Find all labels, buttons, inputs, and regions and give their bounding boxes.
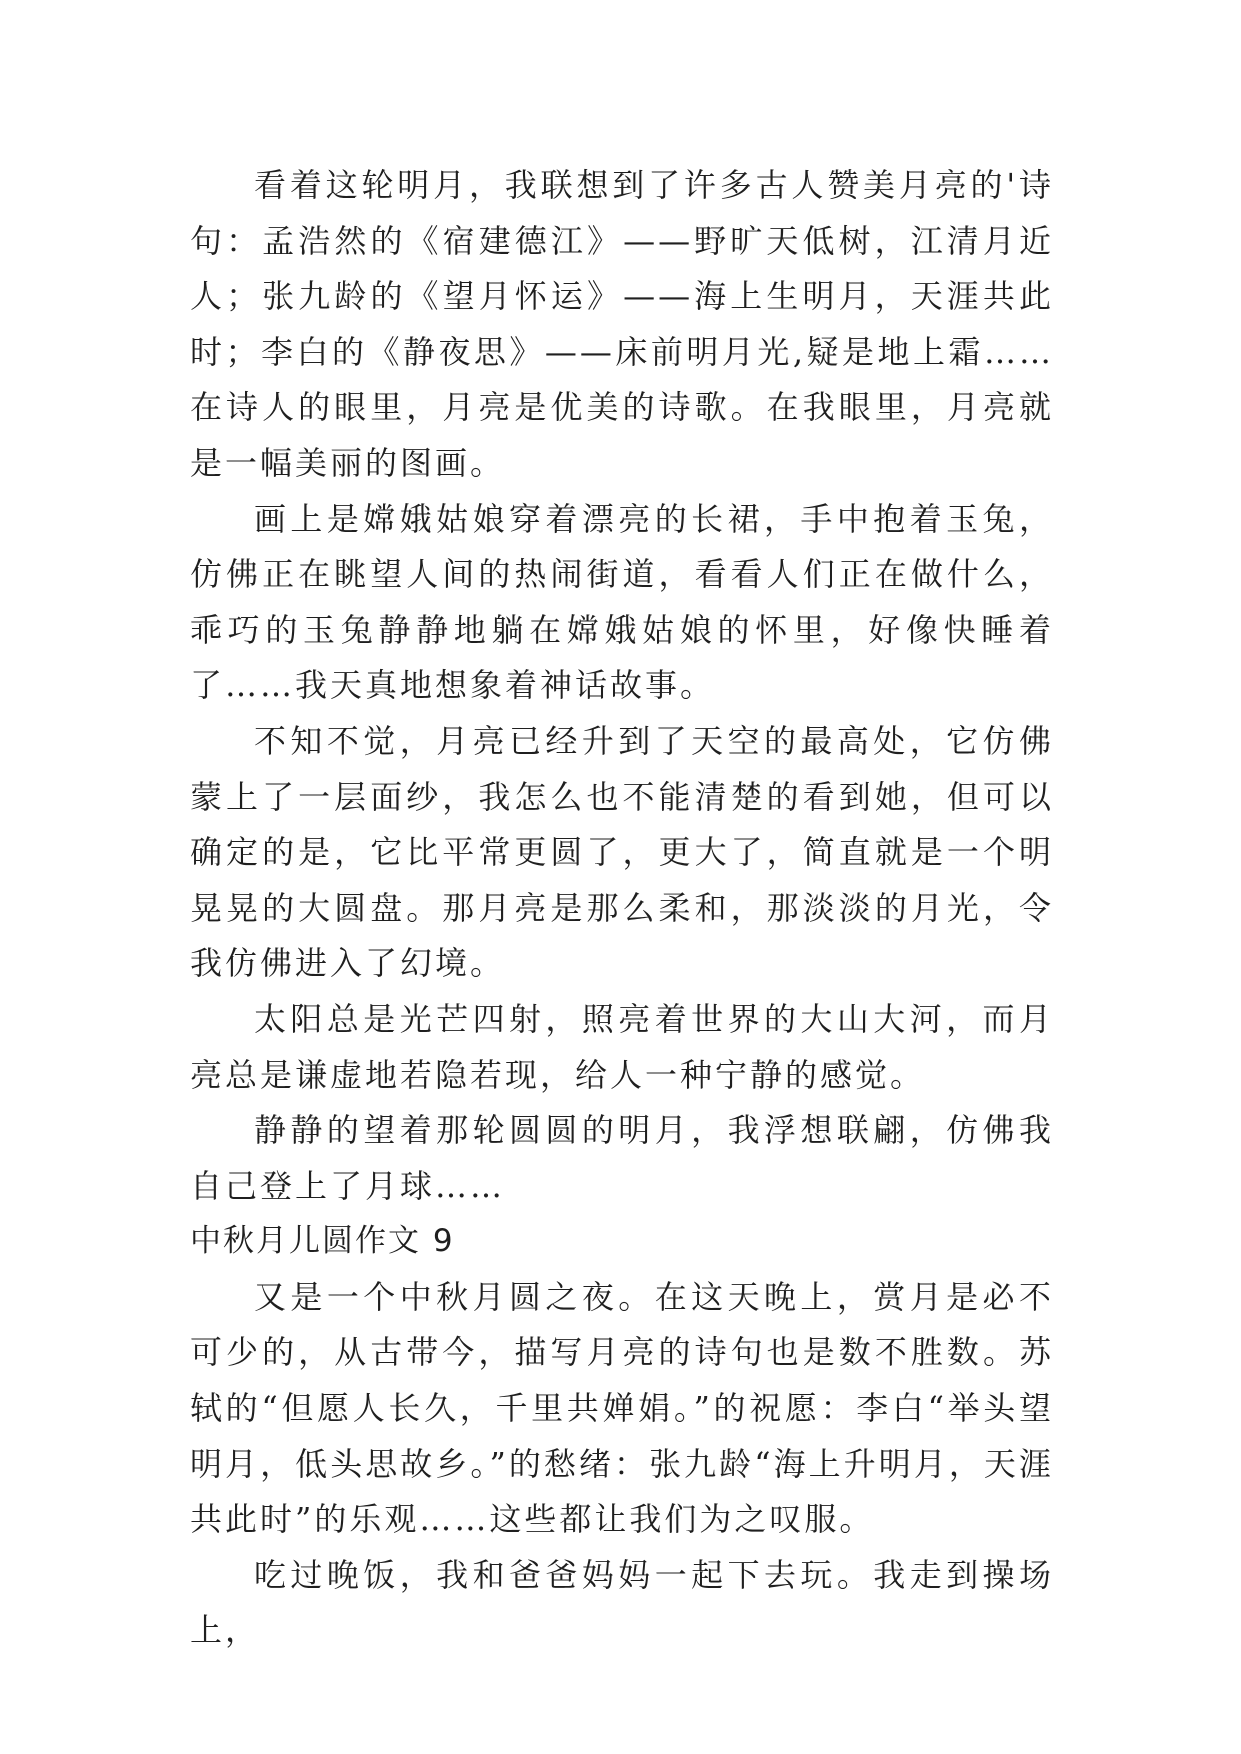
paragraph-moon-rising: 不知不觉，月亮已经升到了天空的最高处，它仿佛蒙上了一层面纱，我怎么也不能清楚的看到她，但可以确定的是，它比平常更圆了，更大了，简直就是一个明晃晃的大圆盘。那月亮是那么柔和，那淡淡的月光，令我仿佛进入了幻境。 xyxy=(190,721,1054,983)
paragraph-imagination: 静静的望着那轮圆圆的明月，我浮想联翩，仿佛我自己登上了月球…… xyxy=(190,1111,1054,1205)
paragraph-change-picture: 画上是嫦娥姑娘穿着漂亮的长裙，手中抱着玉兔，仿佛正在眺望人间的热闹街道，看看人们正在做什么，乖巧的玉兔静静地躺在嫦娥姑娘的怀里，好像快睡着了……我天真地想象着神话故事。 xyxy=(190,499,1054,705)
document-body xyxy=(190,158,1054,1659)
paragraph-poems: 看着这轮明月，我联想到了许多古人赞美月亮的'诗句：孟浩然的《宿建德江》——野旷天低树，江清月近人；张九龄的《望月怀运》——海上生明月，天涯共此时；李白的《静夜思》——床前明月光,疑是地上霜……在诗人的眼里，月亮是优美的诗歌。在我眼里，月亮就是一幅美丽的图画。 xyxy=(190,166,1054,482)
paragraph-mid-autumn-night: 又是一个中秋月圆之夜。在这天晚上，赏月是必不可少的，从古带今，描写月亮的诗句也是数不胜数。苏轼的“但愿人长久，千里共婵娟。”的祝愿：李白“举头望明月，低头思故乡。”的愁绪：张九龄“海上升明月，天涯共此时”的乐观……这些都让我们为之叹服。 xyxy=(190,1277,1054,1539)
section-heading: 中秋月儿圆作文 9 xyxy=(190,1223,455,1260)
paragraph-sun-and-moon: 太阳总是光芒四射，照亮着世界的大山大河，而月亮总是谦虚地若隐若现，给人一种宁静的感觉。 xyxy=(190,999,1054,1094)
paragraph-after-dinner: 吃过晚饭，我和爸爸妈妈一起下去玩。我走到操场上， xyxy=(190,1555,1054,1650)
